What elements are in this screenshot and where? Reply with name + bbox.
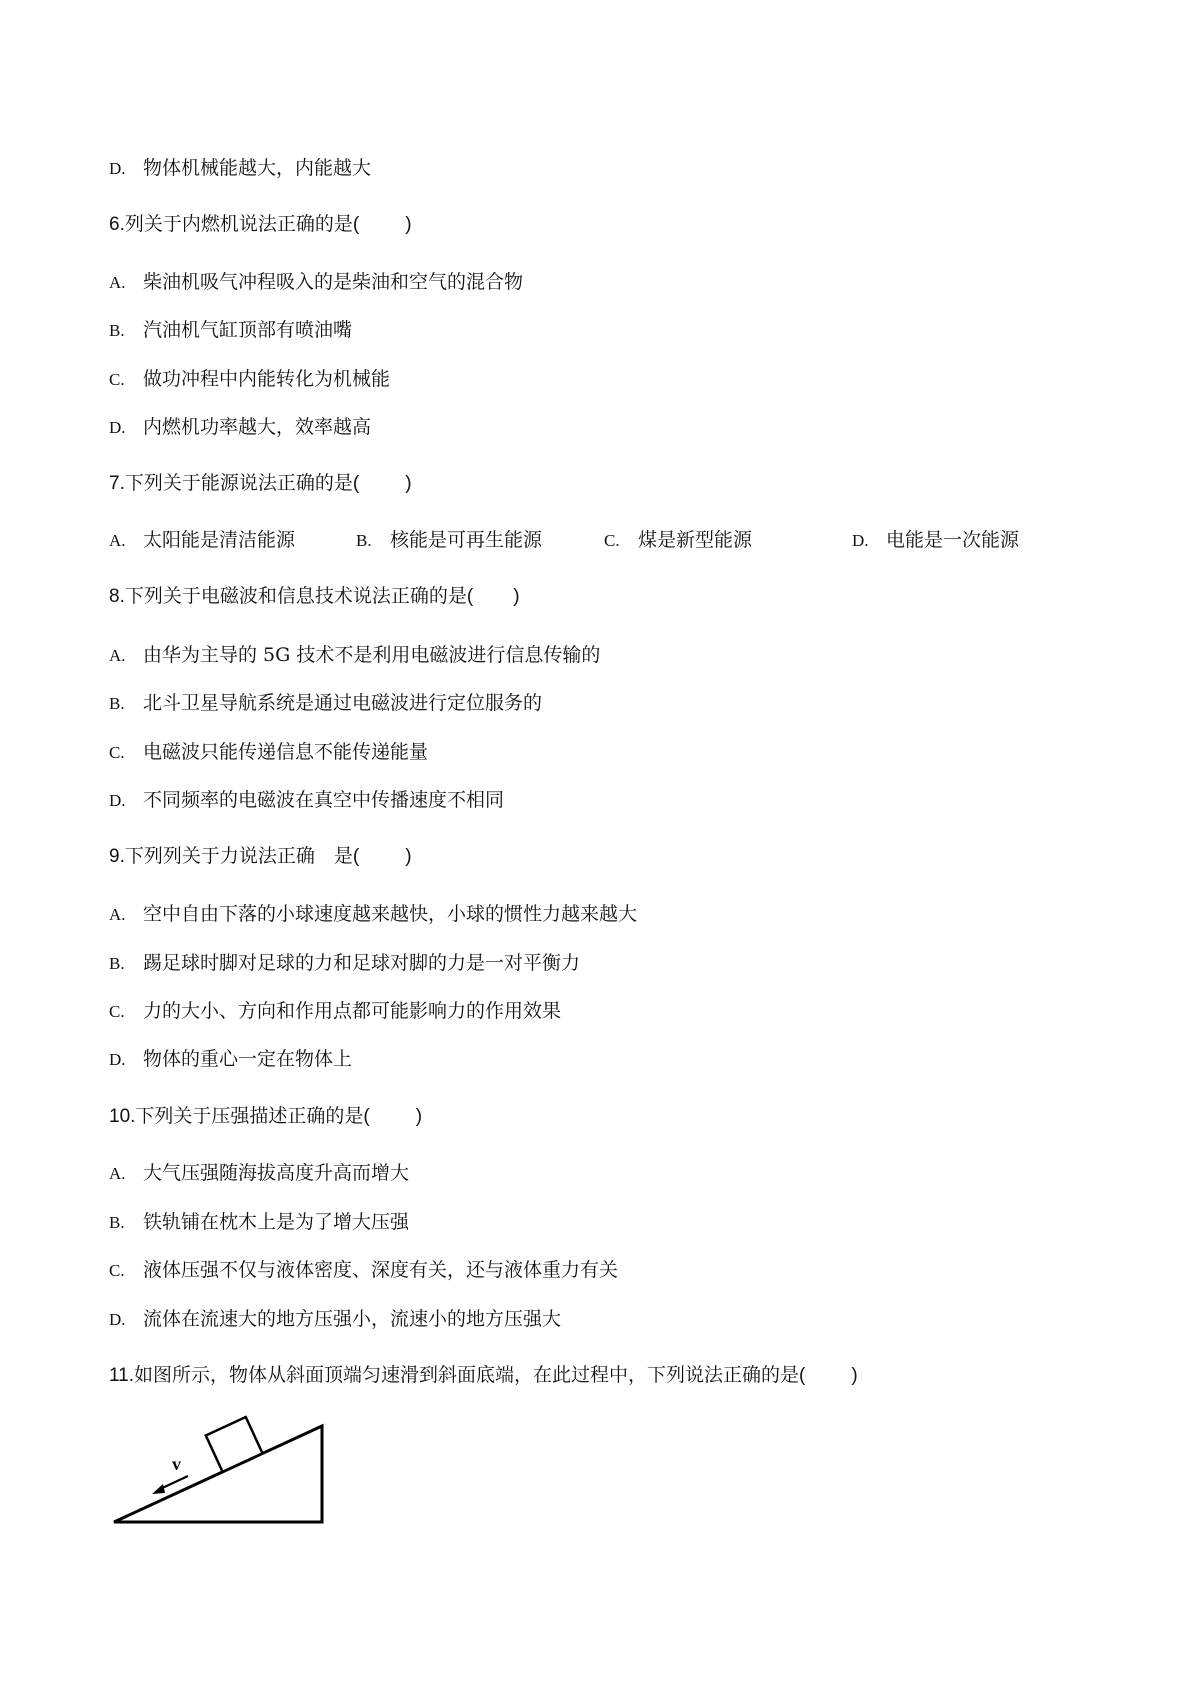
q7-options-row (109, 528, 1109, 552)
q7-option-c (604, 528, 752, 553)
option-text: 由华为主导的 5G 技术不是利用电磁波进行信息传输的 (143, 644, 601, 666)
velocity-label: v (172, 1454, 181, 1474)
option-text: 电磁波只能传递信息不能传递能量 (143, 741, 429, 763)
question-6-stem (109, 213, 412, 237)
option-letter: A. (109, 531, 126, 550)
option-letter: B. (109, 954, 125, 973)
option-text: 电能是一次能源 (886, 529, 1020, 551)
q10-option-c (109, 1258, 618, 1283)
option-text: 太阳能是清洁能源 (143, 529, 296, 551)
option-text: 液体压强不仅与液体密度、深度有关，还与液体重力有关 (143, 1259, 619, 1281)
option-text: 内燃机功率越大，效率越高 (143, 416, 372, 438)
option-letter: D. (109, 1310, 126, 1329)
option-text: 汽油机气缸顶部有喷油嘴 (143, 319, 353, 341)
question-9-stem (109, 845, 412, 869)
question-10-stem (109, 1105, 422, 1129)
q8-option-b (109, 691, 542, 716)
option-letter: D. (109, 1050, 126, 1069)
q9-option-b (109, 951, 580, 976)
option-letter: D. (109, 418, 126, 437)
question-11-stem (109, 1364, 858, 1388)
question-8-stem (109, 585, 520, 609)
option-letter: C. (109, 743, 125, 762)
option-text: 北斗卫星导航系统是通过电磁波进行定位服务的 (143, 692, 543, 714)
question-text: 8.下列关于电磁波和信息技术说法正确的是( (109, 586, 474, 607)
option-letter: D. (852, 531, 869, 550)
incline-figure (110, 1402, 330, 1532)
q6-option-d (109, 415, 371, 440)
close-paren: ) (405, 846, 412, 867)
close-paren: ) (513, 586, 520, 607)
q6-option-b (109, 318, 352, 343)
option-text: 煤是新型能源 (638, 529, 753, 551)
q9-option-c (109, 999, 561, 1024)
option-text: 踢足球时脚对足球的力和足球对脚的力是一对平衡力 (143, 952, 581, 974)
option-letter: C. (109, 1261, 125, 1280)
option-text: 铁轨铺在枕木上是为了增大压强 (143, 1211, 410, 1233)
q7-option-d (852, 528, 1019, 553)
option-text: 大气压强随海拔高度升高而增大 (143, 1162, 410, 1184)
q10-option-a (109, 1161, 409, 1186)
q6-option-c (109, 367, 390, 392)
q7-option-b (356, 528, 542, 553)
option-text: 物体机械能越大，内能越大 (143, 157, 372, 179)
option-letter: B. (109, 1213, 125, 1232)
option-letter: C. (109, 1002, 125, 1021)
question-text: 10.下列关于压强描述正确的是( (109, 1106, 370, 1127)
close-paren: ) (415, 1106, 423, 1127)
option-text: 做功冲程中内能转化为机械能 (143, 368, 391, 390)
q7-option-a (109, 528, 295, 553)
option-letter: B. (109, 321, 125, 340)
option-letter: D. (109, 159, 126, 178)
option-letter: A. (109, 646, 126, 665)
option-letter: B. (356, 531, 372, 550)
option-letter: A. (109, 905, 126, 924)
question-text: 9.下列列关于力说法正确 是( (109, 846, 360, 867)
option-text: 物体的重心一定在物体上 (143, 1048, 353, 1070)
close-paren: ) (405, 473, 412, 494)
question-text: 11.如图所示，物体从斜面顶端匀速滑到斜面底端，在此过程中，下列说法正确的是( (109, 1365, 806, 1386)
sliding-block (206, 1417, 263, 1472)
option-text: 力的大小、方向和作用点都可能影响力的作用效果 (143, 1000, 562, 1022)
question-7-stem (109, 472, 412, 496)
option-text: 核能是可再生能源 (390, 529, 543, 551)
option-letter: B. (109, 694, 125, 713)
option-text: 不同频率的电磁波在真空中传播速度不相同 (143, 789, 505, 811)
option-letter: A. (109, 273, 126, 292)
close-paren: ) (405, 214, 412, 235)
q5-option-d (109, 156, 371, 181)
q9-option-a (109, 902, 637, 927)
velocity-arrow-head (152, 1484, 165, 1494)
question-text: 6.列关于内燃机说法正确的是( (109, 214, 360, 235)
option-letter: A. (109, 1164, 126, 1183)
q10-option-d (109, 1307, 561, 1332)
option-text: 柴油机吸气冲程吸入的是柴油和空气的混合物 (143, 271, 524, 293)
q8-option-c (109, 740, 428, 765)
q9-option-d (109, 1047, 352, 1072)
close-paren: ) (851, 1365, 858, 1386)
option-text: 空中自由下落的小球速度越来越快，小球的惯性力越来越大 (143, 903, 638, 925)
q10-option-b (109, 1210, 409, 1235)
option-letter: C. (109, 370, 125, 389)
q6-option-a (109, 270, 523, 295)
option-text: 流体在流速大的地方压强小，流速小的地方压强大 (143, 1308, 562, 1330)
q8-option-d (109, 788, 504, 813)
option-letter: D. (109, 791, 126, 810)
option-letter: C. (604, 531, 620, 550)
question-text: 7.下列关于能源说法正确的是( (109, 473, 360, 494)
q8-option-a (109, 643, 600, 668)
